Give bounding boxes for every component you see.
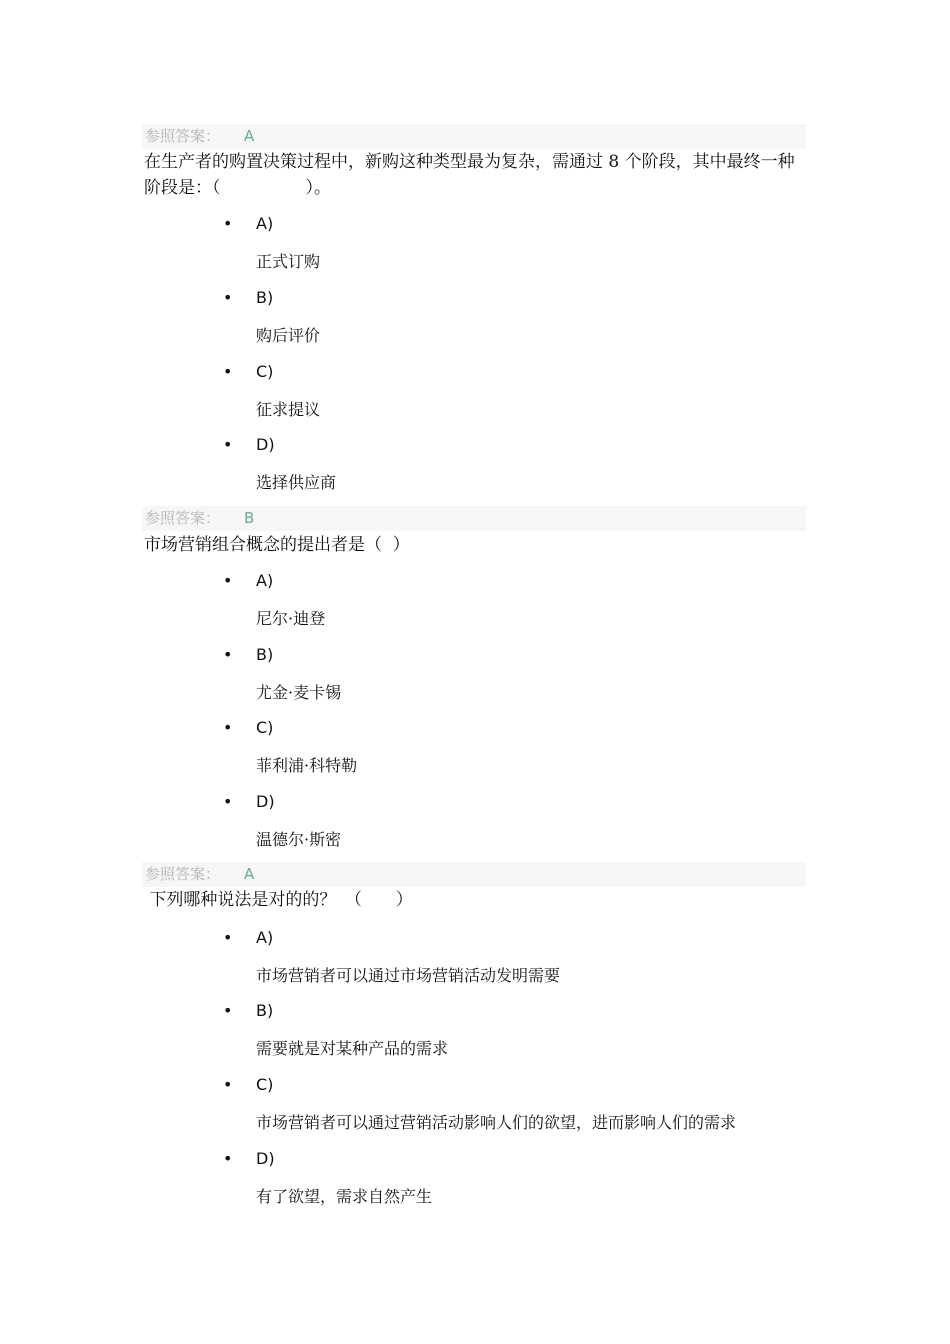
bullet-icon: • — [223, 792, 233, 811]
option-letter: B) — [256, 288, 274, 307]
option-d — [0, 1147, 950, 1221]
option-text: 征求提议 — [256, 400, 321, 419]
question-text: 市场营销组合概念的提出者是（ ） — [144, 535, 410, 555]
option-b — [0, 999, 950, 1073]
option-letter: C) — [256, 1075, 274, 1094]
option-a — [0, 926, 950, 1000]
answer-bar — [142, 862, 806, 887]
answer-label: 参照答案： — [145, 865, 221, 883]
answer-bar — [142, 506, 806, 531]
option-letter: D) — [256, 435, 275, 454]
option-text: 温德尔·斯密 — [256, 830, 342, 849]
option-letter: C) — [256, 362, 274, 381]
bullet-icon: • — [223, 928, 233, 947]
option-letter: D) — [256, 1149, 275, 1168]
bullet-icon: • — [223, 1075, 233, 1094]
bullet-icon: • — [223, 435, 233, 454]
option-letter: A) — [256, 214, 274, 233]
answer-value: A — [244, 127, 255, 145]
option-letter: D) — [256, 792, 275, 811]
option-d — [0, 790, 950, 864]
bullet-icon: • — [223, 1149, 233, 1168]
answer-label: 参照答案： — [145, 509, 221, 527]
answer-value: A — [244, 865, 255, 883]
option-text: 需要就是对某种产品的需求 — [256, 1039, 449, 1058]
bullet-icon: • — [223, 718, 233, 737]
option-text: 有了欲望，需求自然产生 — [256, 1187, 433, 1206]
question-text: 下列哪种说法是对的的？ （ ） — [144, 890, 413, 910]
option-b — [0, 643, 950, 717]
option-a — [0, 212, 950, 286]
option-letter: A) — [256, 928, 274, 947]
option-letter: A) — [256, 571, 274, 590]
option-text: 市场营销者可以通过营销活动影响人们的欲望，进而影响人们的需求 — [256, 1113, 737, 1132]
answer-value: B — [244, 509, 255, 527]
answer-bar — [142, 124, 806, 149]
answer-label: 参照答案： — [145, 127, 221, 145]
option-d — [0, 433, 950, 507]
option-letter: B) — [256, 1001, 274, 1020]
option-text: 正式订购 — [256, 252, 321, 271]
option-text: 菲利浦·科特勒 — [256, 756, 358, 775]
option-text: 尤金·麦卡锡 — [256, 683, 342, 702]
option-b — [0, 286, 950, 360]
bullet-icon: • — [223, 288, 233, 307]
option-text: 购后评价 — [256, 326, 321, 345]
option-c — [0, 360, 950, 434]
option-c — [0, 1073, 950, 1147]
option-letter: B) — [256, 645, 274, 664]
bullet-icon: • — [223, 645, 233, 664]
option-text: 选择供应商 — [256, 473, 337, 492]
option-c — [0, 716, 950, 790]
bullet-icon: • — [223, 362, 233, 381]
option-a — [0, 569, 950, 643]
bullet-icon: • — [223, 571, 233, 590]
bullet-icon: • — [223, 214, 233, 233]
question-text: 在生产者的购置决策过程中，新购这种类型最为复杂，需通过 8 个阶段，其中最终一种阶段是：（ ）。 — [144, 152, 795, 198]
bullet-icon: • — [223, 1001, 233, 1020]
option-text: 尼尔·迪登 — [256, 609, 326, 628]
option-letter: C) — [256, 718, 274, 737]
option-text: 市场营销者可以通过市场营销活动发明需要 — [256, 966, 561, 985]
